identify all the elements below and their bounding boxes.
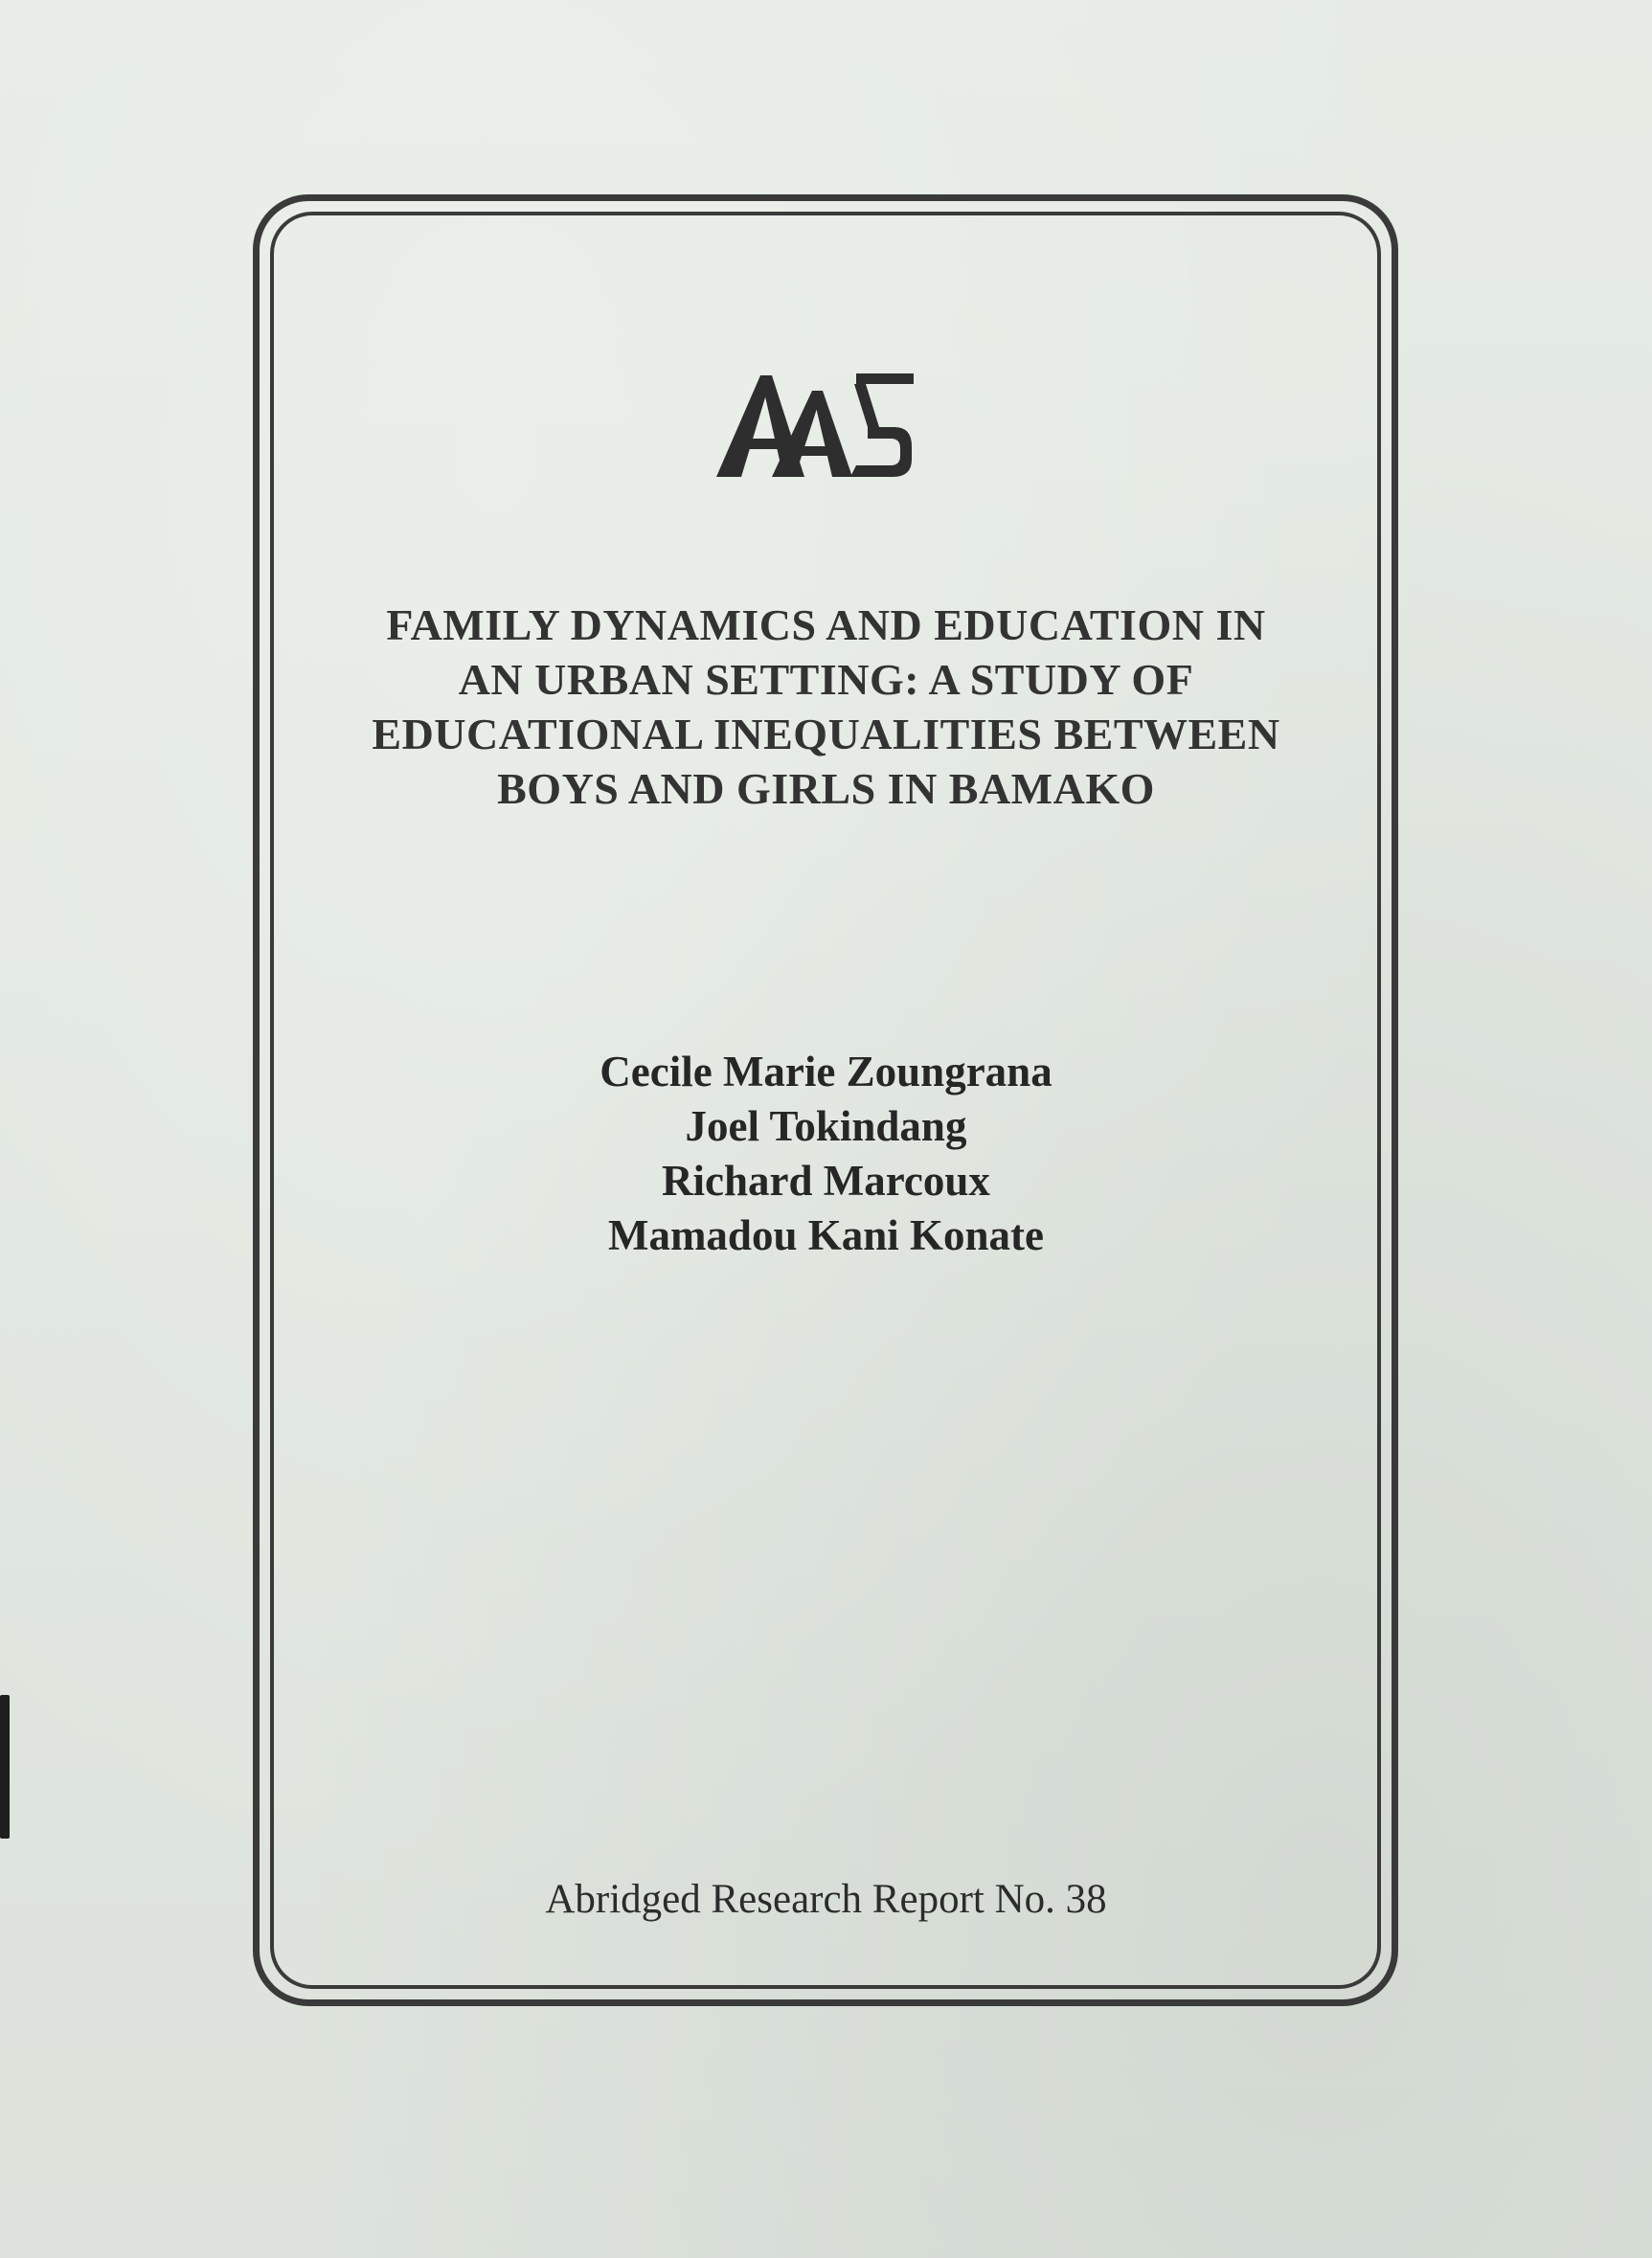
title-line: EDUCATIONAL INEQUALITIES BETWEEN bbox=[372, 710, 1280, 758]
title-line: AN URBAN SETTING: A STUDY OF bbox=[458, 655, 1194, 704]
series-label: Abridged Research Report No. 38 bbox=[545, 1877, 1107, 1922]
title-line: BOYS AND GIRLS IN BAMAKO bbox=[497, 764, 1155, 813]
aas-logo-icon bbox=[716, 372, 916, 485]
staple bbox=[0, 1695, 10, 1839]
author-list bbox=[287, 1045, 1365, 1263]
report-title bbox=[287, 598, 1365, 816]
author-name: Joel Tokindang bbox=[685, 1102, 967, 1150]
author-name: Richard Marcoux bbox=[662, 1157, 990, 1205]
author-name: Cecile Marie Zoungrana bbox=[600, 1048, 1052, 1095]
author-name: Mamadou Kani Konate bbox=[607, 1211, 1045, 1259]
title-line: FAMILY DYNAMICS AND EDUCATION IN bbox=[386, 600, 1266, 649]
